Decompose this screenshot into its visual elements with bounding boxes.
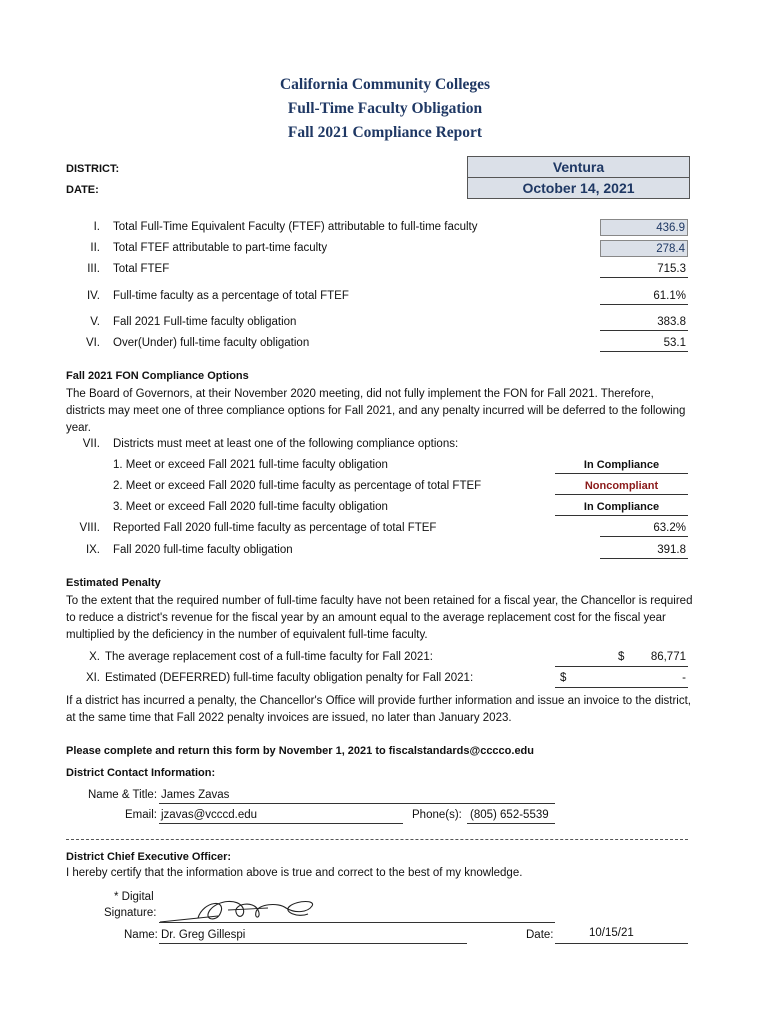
ftef-parttime-value[interactable]: 278.4 xyxy=(600,240,688,257)
signature-label-1: * Digital xyxy=(114,891,154,903)
xi-currency: $ xyxy=(560,672,567,684)
metric-num: III. xyxy=(87,263,100,275)
ix-label: Fall 2020 full-time faculty obligation xyxy=(113,544,293,556)
obligation-value: 383.8 xyxy=(600,314,688,331)
contact-phone-label: Phone(s): xyxy=(412,809,462,821)
compliance-text: The Board of Governors, at their November 2020 meeting, did not fully implement the FON for Fall 2021. Therefore, districts may meet one of three compliance options for Fall 2021, and any penalty incurred will be deferred to the following year. xyxy=(66,388,686,434)
report-title-line1: California Community Colleges xyxy=(279,76,491,93)
metric-num: VII. xyxy=(82,438,100,450)
signature-image[interactable] xyxy=(158,896,318,928)
certify-text: I hereby certify that the information above is true and correct to the best of my knowledge. xyxy=(66,867,523,879)
metric-num: V. xyxy=(90,316,100,328)
metric-label: Over(Under) full-time faculty obligation xyxy=(113,337,310,349)
option-label: 1. Meet or exceed Fall 2021 full-time faculty obligation xyxy=(113,459,388,471)
section-divider xyxy=(66,839,688,840)
contact-name-label: Name & Title: xyxy=(88,789,158,801)
x-label: The average replacement cost of a full-time faculty for Fall 2021: xyxy=(105,651,433,663)
metric-label: Fall 2021 Full-time faculty obligation xyxy=(113,316,297,328)
xi-label: Estimated (DEFERRED) full-time faculty obligation penalty for Fall 2021: xyxy=(105,672,474,684)
district-value[interactable]: Ventura xyxy=(467,156,690,178)
report-title-line3: Fall 2021 Compliance Report xyxy=(287,124,483,141)
penalty-heading: Estimated Penalty xyxy=(66,577,161,589)
option-status: In Compliance xyxy=(555,457,688,474)
metric-num: XI. xyxy=(85,672,100,684)
metric-num: IX. xyxy=(85,544,100,556)
metric-num: II. xyxy=(90,242,100,254)
option-label: 2. Meet or exceed Fall 2020 full-time faculty as percentage of total FTEF xyxy=(113,480,482,492)
ftef-total-value: 715.3 xyxy=(600,261,688,278)
vii-label: Districts must meet at least one of the following compliance options: xyxy=(113,438,459,450)
metric-label: Full-time faculty as a percentage of total FTEF xyxy=(113,290,349,302)
metric-label: Total Full-Time Equivalent Faculty (FTEF) attributable to full-time faculty xyxy=(113,221,478,233)
metric-label: Total FTEF attributable to part-time faculty xyxy=(113,242,328,254)
date-label: DATE: xyxy=(66,184,99,196)
return-instruction: Please complete and return this form by November 1, 2021 to fiscalstandards@cccco.edu xyxy=(66,745,534,757)
viii-label: Reported Fall 2020 full-time faculty as percentage of total FTEF xyxy=(113,522,437,534)
contact-heading: District Contact Information: xyxy=(66,767,216,779)
metric-num: VIII. xyxy=(79,522,100,534)
contact-email-label: Email: xyxy=(125,809,157,821)
option-label: 3. Meet or exceed Fall 2020 full-time faculty obligation xyxy=(113,501,388,513)
district-label: DISTRICT: xyxy=(66,163,120,175)
penalty-note: If a district has incurred a penalty, the Chancellor's Office will provide further information and issue an invoice to the district, at the same time that Fall 2022 penalty invoices are issued, no later than January 2023. xyxy=(66,695,691,724)
ceo-heading: District Chief Executive Officer: xyxy=(66,851,232,863)
fall2020-obligation-value: 391.8 xyxy=(600,542,688,559)
date-value[interactable]: October 14, 2021 xyxy=(467,177,690,199)
ceo-date-label: Date: xyxy=(526,929,554,941)
ftef-fulltime-value[interactable]: 436.9 xyxy=(600,219,688,236)
metric-num: I. xyxy=(93,221,100,233)
penalty-value: - xyxy=(682,672,686,684)
fall2020-pct-value: 63.2% xyxy=(600,520,688,537)
x-currency: $ xyxy=(618,651,625,663)
contact-phone-value[interactable]: (805) 652-5539 xyxy=(470,809,549,821)
compliance-heading: Fall 2021 FON Compliance Options xyxy=(66,370,249,382)
metric-num: IV. xyxy=(86,290,100,302)
contact-email-value[interactable]: jzavas@vcccd.edu xyxy=(161,809,258,821)
report-title-line2: Full-Time Faculty Obligation xyxy=(287,100,483,117)
option-status: Noncompliant xyxy=(555,478,688,495)
metric-num: VI. xyxy=(85,337,100,349)
fulltime-pct-value: 61.1% xyxy=(600,288,688,305)
over-under-value: 53.1 xyxy=(600,335,688,352)
signature-label-2: Signature: xyxy=(104,907,157,919)
contact-name-value[interactable]: James Zavas xyxy=(161,789,230,801)
ceo-date-value[interactable]: 10/15/21 xyxy=(589,927,634,939)
replacement-cost-value: 86,771 xyxy=(650,651,686,663)
ceo-name-value[interactable]: Dr. Greg Gillespi xyxy=(161,929,246,941)
penalty-text: To the extent that the required number of full-time faculty have not been retained for a fiscal year, the Chancellor is required to reduce a district's revenue for the fiscal year by an amount equal to the average replacement cost for the fiscal year multiplied by the deficiency in the number of equivalent full-time faculty. xyxy=(66,595,693,641)
option-status: In Compliance xyxy=(555,499,688,516)
ceo-name-label: Name: xyxy=(124,929,158,941)
metric-label: Total FTEF xyxy=(113,263,170,275)
metric-num: X. xyxy=(89,651,100,663)
